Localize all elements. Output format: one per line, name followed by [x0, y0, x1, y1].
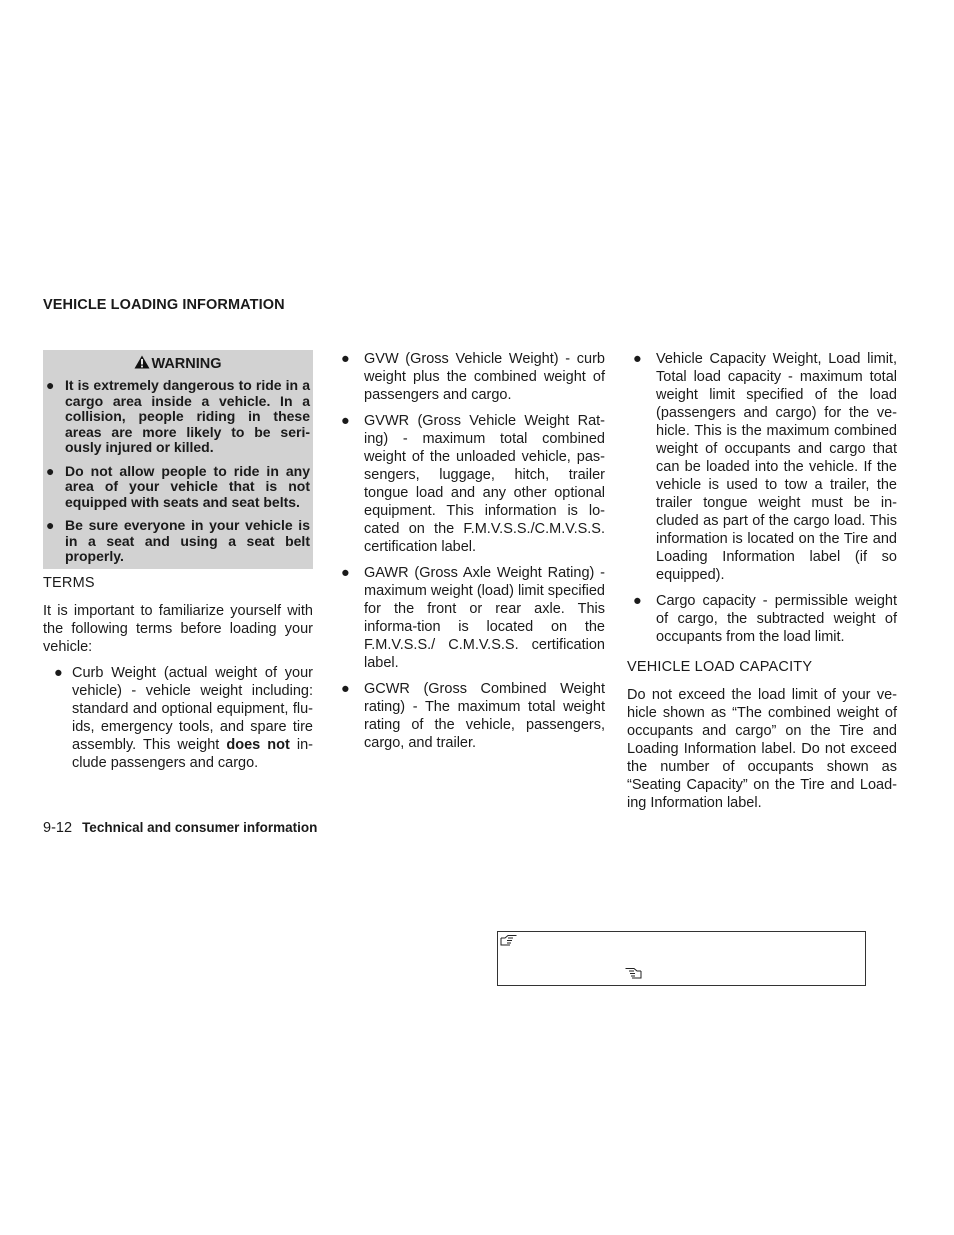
page-footer: [43, 820, 317, 836]
warning-list: [46, 378, 310, 565]
bullet-icon: ●: [341, 681, 350, 697]
warning-item: ● Be sure everyone in your vehicle is in a seat and using a seat belt properly.: [46, 517, 310, 564]
pointing-hand-left-icon: [624, 967, 642, 979]
term-gvw: ● GVW (Gross Vehicle Weight) - curb weight plus the combined weight of passengers and cargo.: [341, 351, 605, 403]
term-cargo-capacity: ● Cargo capacity - permissible weight of cargo, the subtracted weight of occupants from the load limit.: [633, 593, 897, 645]
bullet-icon: ●: [46, 377, 55, 393]
warning-heading-text: WARNING: [151, 356, 222, 372]
load-capacity-text: Do not exceed the load limit of your ve-hicle shown as “The combined weight of occupants and cargo” on the Tire and Loading Information label. Do not exceed the number of occupants shown as “Seating Capacity” on the Tire and Load-ing Information label.: [627, 687, 897, 811]
section-title: VEHICLE LOADING INFORMATION: [43, 297, 285, 313]
column-2: [335, 350, 605, 760]
term-gcwr: ● GCWR (Gross Combined Weight rating) - The maximum total weight rating of the vehicle, passengers, cargo, and trailer.: [341, 681, 605, 751]
terms-list-2: [335, 350, 605, 752]
bullet-icon: ●: [341, 413, 350, 429]
terms-list-3: [627, 350, 897, 646]
warning-triangle-icon: [134, 355, 150, 369]
bullet-icon: ●: [54, 664, 63, 681]
terms-list-1: [43, 664, 313, 772]
reference-box: [497, 931, 866, 986]
term-gawr: ● GAWR (Gross Axle Weight Rating) - maximum weight (load) limit specified for the front or rear axle. This informa-tion is located on the F.M.V.S.S./ C.M.V.S.S. certification label.: [341, 565, 605, 671]
warning-item: ● It is extremely dangerous to ride in a cargo area inside a vehicle. In a collision, people riding in these areas are more likely to be seri-ously injured or killed.: [46, 377, 310, 455]
term-curb-weight: ● Curb Weight (actual weight of your vehicle) - vehicle weight including: standard and optional equipment, flu-ids, emergency tools, and spare tire assembly. This weight does not in-clude passengers and cargo.: [54, 664, 313, 771]
term-gvwr: ● GVWR (Gross Vehicle Weight Rat-ing) - maximum total combined weight of the unloaded vehicle, pas-sengers, luggage, hitch, trailer tongue load and any other optional equipment. This information is lo-cated on the F.M.V.S.S./C.M.V.S.S. certification label.: [341, 413, 605, 555]
warning-heading: [46, 354, 310, 374]
page-number: 9-12: [43, 820, 73, 836]
bullet-icon: ●: [633, 593, 642, 609]
bullet-icon: ●: [46, 462, 55, 479]
bullet-icon: ●: [341, 565, 350, 581]
bullet-icon: ●: [633, 351, 642, 367]
warning-item: ● Do not allow people to ride in any area of your vehicle that is not equipped with seats and seat belts.: [46, 462, 310, 510]
bullet-icon: ●: [46, 517, 55, 533]
pointing-hand-right-icon: [500, 934, 518, 946]
load-capacity-heading: VEHICLE LOAD CAPACITY: [627, 659, 813, 675]
bullet-icon: ●: [341, 351, 350, 367]
chapter-title: Technical and consumer information: [82, 820, 318, 835]
term-vehicle-capacity-weight: ● Vehicle Capacity Weight, Load limit, Total load capacity - maximum total weight limit specified of the load (passengers and cargo) for the ve-hicle. This is the maximum combined weight of occupants and cargo that can be loaded into the vehicle. If the vehicle is used to tow a trailer, the trailer tongue weight must be in-cluded as part of the cargo load. This information is located on the Tire and Loading Information label (if so equipped).: [633, 351, 897, 583]
column-3: [627, 350, 897, 820]
column-1: [43, 350, 313, 780]
terms-heading: TERMS: [43, 574, 95, 591]
terms-intro: It is important to familiarize yourself with the following terms before loading your vehicle:: [43, 602, 313, 655]
warning-box: [43, 350, 313, 569]
